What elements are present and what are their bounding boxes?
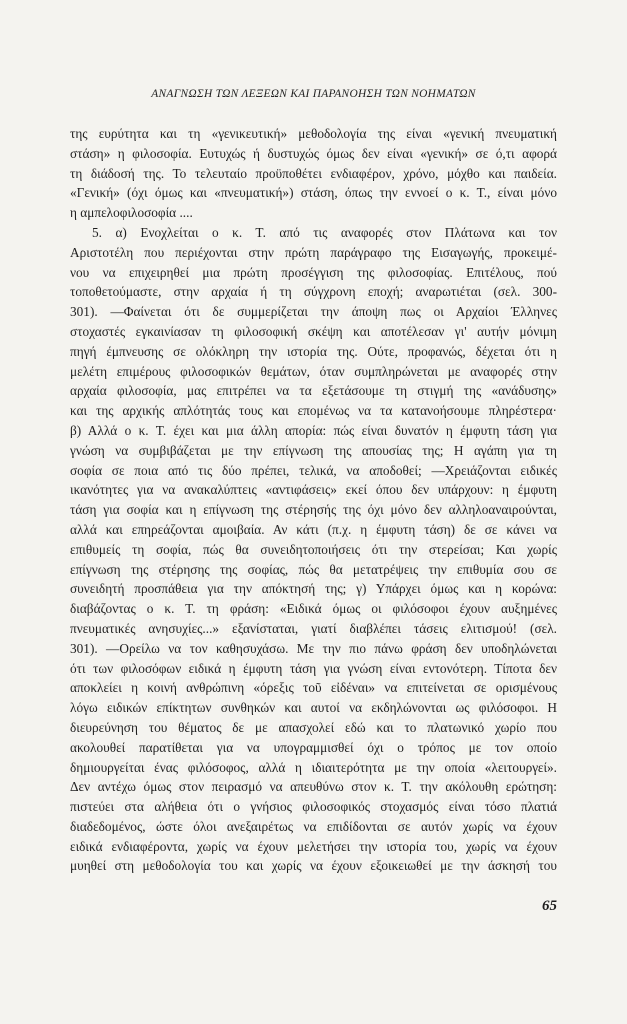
text-line: συνειδητή προσπάθεια για την απόκτησή της; γ) Υπάρχει όμως και η κορώνα: xyxy=(70,581,557,597)
text-line: ακολουθεί παρατίθεται για να υπογραμμισθεί όχι ο τρόπος με τον οποίο xyxy=(70,739,557,755)
text-line: και της αρχικής απλότητάς τους και επομένως να τα κατανοήσουμε πληρέστερα· xyxy=(70,403,557,419)
text-line: λόγω ειδικών επίκτητων συνθηκών και αυτοί να εκδηλώνονται ως φιλόσοφοι. Η xyxy=(70,700,557,716)
text-line: μελέτη επιμέρους φιλοσοφικών θεμάτων, όταν συμπληρώνεται με αναφορές στην xyxy=(70,363,557,379)
text-line: πηγή έμπνευσης σε ολόκληρη την ιστορία της. Ούτε, προφανώς, δέχεται ότι η xyxy=(70,343,557,359)
text-line: Δεν αντέχω όμως στον πειρασμό να απευθύνω στον κ. Τ. την ακόλουθη ερώτηση: xyxy=(70,779,557,795)
text-line: 5. α) Ενοχλείται ο κ. Τ. από τις αναφορές στον Πλάτωνα και τον xyxy=(92,224,557,240)
text-line: νου να επιχειρηθεί μια πρώτη προσέγγιση της φιλοσοφίας. Επιτέλους, πού xyxy=(70,264,557,280)
text-line: σοφία σε ποια από τις δύο πρέπει, τελικά, να αποδοθεί; —Χρειάζονται ειδικές xyxy=(70,462,557,478)
text-line: τάση για σοφία και η επίγνωση της στέρησής της όχι μόνο δεν αλληλοαναιρούνται, xyxy=(70,502,557,518)
text-line: στοχαστές εγκαινίασαν τη φιλοσοφική σκέψη και αποτέλεσαν γι' αυτήν μόνιμη xyxy=(70,323,557,339)
body-text xyxy=(70,124,557,876)
page-number: 65 xyxy=(542,898,557,914)
text-line: αλλά και επηρεάζονται αμοιβαία. Αν κάτι (π.χ. η έμφυτη τάση) δε σε κάνει να xyxy=(70,521,557,537)
text-line: β) Αλλά ο κ. Τ. έχει και μια άλλη απορία: πώς είναι δυνατόν η έμφυτη τάση για xyxy=(70,422,557,438)
text-line: 301). —Φαίνεται ότι δε συμμερίζεται την άποψη πως οι Αρχαίοι Έλληνες xyxy=(70,304,557,320)
text-line: η αμπελοφιλοσοφία .... xyxy=(70,205,193,221)
text-line: «Γενική» (όχι όμως και «πνευματική») στάση, όπως την εννοεί ο κ. Τ., είναι μόνο xyxy=(70,185,557,201)
text-line: Αριστοτέλη που περιέχονται στην πρώτη παράγραφο της Εισαγωγής, προκειμέ- xyxy=(70,244,557,260)
text-line: της ευρύτητα και τη «γενικευτική» μεθοδολογία της είναι «γενική πνευματική xyxy=(70,126,557,141)
text-line: διευρεύνηση του θέματος δε με απασχολεί εδώ και το πλατωνικό χωρίο που xyxy=(70,719,557,735)
text-line: διαδεδομένος, ώστε όλοι ανεξαιρέτως να επιδίδονται σε αυτόν χωρίς να έχουν xyxy=(70,818,557,834)
text-line: στάση» η φιλοσοφία. Ευτυχώς ή δυστυχώς όμως δεν είναι «γενική» σε ό,τι αφορά xyxy=(70,145,557,161)
text-line: ικανότητες για να ανακαλύπτεις «αντιφάσεις» εκεί όπου δεν υπάρχουν: η έμφυτη xyxy=(70,482,557,498)
text-line: επιθυμείς τη σοφία, πώς θα συνειδητοποιήσεις ότι την στερείσαι; Και χωρίς xyxy=(70,541,557,557)
text-line: αποκλείει η κοινή ανθρώπινη «όρεξις τοῦ εἰδέναι» να επιτείνεται σε ορισμένους xyxy=(70,680,557,696)
text-line: επίγνωση της στέρησης της σοφίας, πώς θα μετατρέψεις την επιθυμία σου σε xyxy=(70,561,557,577)
text-line: τη διάδοσή της. Το τελευταίο προϋποθέτει ενδιαφέρον, χρόνο, μόχθο και παιδεία. xyxy=(70,165,557,181)
text-line: διαβάζοντας ο κ. Τ. τη φράση: «Ειδικά όμως οι φιλόσοφοι έχουν αυξημένες xyxy=(70,601,557,617)
text-line: πιστεύει στα αλήθεια ότι ο γνήσιος φιλοσοφικός στοχασμός είναι τόσο πλατιά xyxy=(70,799,557,815)
text-line: γνώση να συμβιβάζεται με την επίγνωση της απουσίας της; Η αγάπη για τη xyxy=(70,442,557,458)
text-line: μυηθεί στη μεθοδολογία του και χωρίς να έχουν εξοικειωθεί με την άσκησή του xyxy=(70,858,557,874)
text-line: αρχαία φιλοσοφία, μας επιτρέπει να τα εξετάσουμε τη στιγμή της «ανάδυσης» xyxy=(70,383,557,399)
text-line: 301). —Ορείλω να τον καθησυχάσω. Με την πιο πάνω φράση δεν υποδηλώνεται xyxy=(70,640,557,656)
text-line: πνευματικές ανησυχίες...» εξανίσταται, γιατί διαβλέπει τάσεις ελιτισμού! (σελ. xyxy=(70,620,557,636)
text-line: δημιουργείται ένας φιλόσοφος, αλλά η ιδιαιτερότητα με την οποία «λειτουργεί». xyxy=(70,759,557,775)
text-line: ότι των φιλοσόφων ειδικά η έμφυτη τάση για γνώση είναι εντονότερη. Τίποτα δεν xyxy=(70,660,557,676)
text-line: τοποθετούμαστε, στην αρχαία ή τη σύγχρονη εποχή; αναρωτιέται (σελ. 300- xyxy=(70,284,557,300)
running-header: ΑΝΑΓΝΩΣΗ ΤΩΝ ΛΕΞΕΩΝ ΚΑΙ ΠΑΡΑΝΟΗΣΗ ΤΩΝ ΝΟΗΜΑΤΩΝ xyxy=(151,88,476,100)
text-line: ειδικά ενδιαφέροντα, χωρίς να έχουν μελετήσει την ιστορία του, χωρίς να έχουν xyxy=(70,838,557,854)
